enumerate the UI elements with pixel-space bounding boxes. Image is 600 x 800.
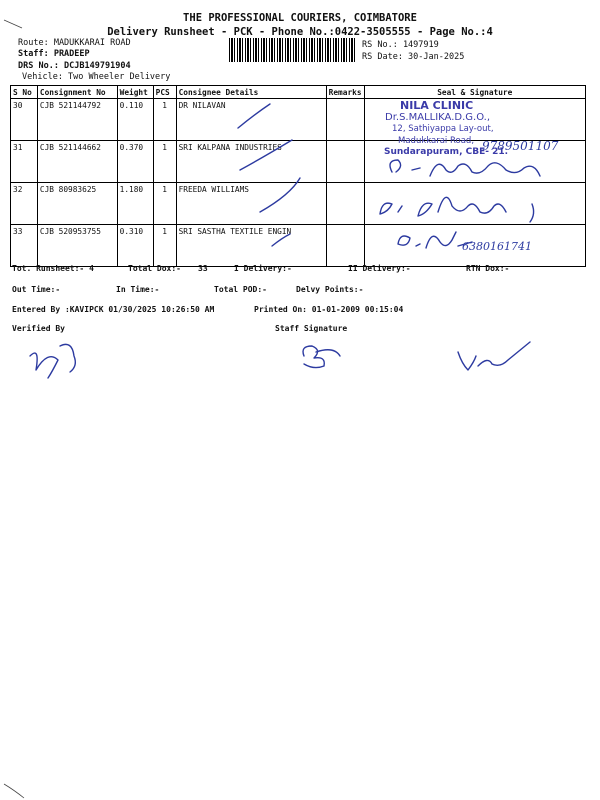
signature-row-33	[398, 232, 472, 248]
cell-consignee: DR NILAVAN	[176, 99, 326, 141]
total-runsheet: Tot. Runsheet:- 4	[12, 264, 94, 273]
cell-consignee: FREEDA WILLIAMS	[176, 183, 326, 225]
tick-row-32	[260, 178, 300, 212]
cell-sno: 32	[11, 183, 38, 225]
cell-consignee: SRI KALPANA INDUSTRIES	[176, 141, 326, 183]
corner-mark	[4, 20, 24, 798]
delvy-points: Delvy Points:-	[296, 285, 364, 294]
cell-weight: 0.370	[117, 141, 153, 183]
rs-number: RS No.: 1497919	[362, 40, 439, 50]
cell-consignment: CJB 520953755	[37, 225, 117, 267]
tick-row-30	[238, 104, 270, 128]
i-delivery: I Delivery:-	[234, 264, 292, 273]
col-remarks: Remarks	[326, 86, 364, 99]
staff-label: Staff: PRADEEP	[18, 49, 90, 59]
cell-pcs: 1	[153, 141, 176, 183]
vehicle-label: Vehicle: Two Wheeler Delivery	[22, 72, 171, 82]
verified-by-signature	[30, 344, 75, 378]
in-time: In Time:-	[116, 285, 160, 294]
ii-delivery: II Delivery:-	[348, 264, 411, 273]
entered-by: Entered By :KAVIPCK 01/30/2025 10:26:50 AM	[12, 305, 215, 314]
total-dox-label: Total Dox:-	[128, 264, 181, 273]
printed-on: Printed On: 01-01-2009 00:15:04	[254, 305, 404, 314]
cell-pcs: 1	[153, 225, 176, 267]
stamp-address-2: Madukkarai Road,	[398, 136, 475, 146]
extra-signature-mark	[458, 342, 530, 370]
route-label: Route: MADUKKARAI ROAD	[18, 38, 131, 48]
cell-sno: 31	[11, 141, 38, 183]
company-title: THE PROFESSIONAL COURIERS, COIMBATORE	[183, 12, 417, 24]
cell-pcs: 1	[153, 99, 176, 141]
stamp-doctor: Dr.S.MALLIKA.D.G.O.,	[385, 112, 491, 123]
rs-date: RS Date: 30-Jan-2025	[362, 52, 465, 62]
stamp-address-1: 12, Sathiyappa Lay-out,	[392, 124, 494, 134]
cell-consignee: SRI SASTHA TEXTILE ENGIN	[176, 225, 326, 267]
col-consignee: Consignee Details	[176, 86, 326, 99]
total-pod: Total POD:-	[214, 285, 267, 294]
cell-pcs: 1	[153, 183, 176, 225]
cell-weight: 0.310	[117, 225, 153, 267]
cell-weight: 1.180	[117, 183, 153, 225]
stamp-clinic-name: NILA CLINIC	[400, 99, 474, 112]
signature-row-32	[380, 197, 534, 222]
col-pcs: PCS	[153, 86, 176, 99]
tick-row-31	[240, 140, 292, 170]
col-consignment: Consignment No	[37, 86, 117, 99]
staff-signature-label: Staff Signature	[275, 324, 348, 333]
col-weight: Weight	[117, 86, 153, 99]
signature-row-31	[390, 160, 540, 176]
cell-consignment: CJB 521144792	[37, 99, 117, 141]
runsheet-subtitle: Delivery Runsheet - PCK - Phone No.:0422-3505555 - Page No.:4	[107, 26, 493, 38]
handwritten-phone-2: 6380161741	[462, 240, 532, 253]
cell-sno: 33	[11, 225, 38, 267]
out-time: Out Time:-	[12, 285, 61, 294]
cell-consignment: CJB 521144662	[37, 141, 117, 183]
verified-by-label: Verified By	[12, 324, 65, 333]
rtn-dox: RTN Dox:-	[466, 264, 510, 273]
col-seal-signature: Seal & Signature	[364, 86, 585, 99]
stamp-address-3: Sundarapuram, CBE- 21.	[384, 147, 509, 157]
total-dox-value: 33	[198, 264, 208, 273]
handwritten-phone-1: 9789501107	[482, 139, 559, 153]
cell-consignment: CJB 80983625	[37, 183, 117, 225]
tick-row-33	[272, 234, 290, 246]
drs-number: DRS No.: DCJB149791904	[18, 61, 131, 71]
cell-weight: 0.110	[117, 99, 153, 141]
staff-signature-mark	[303, 346, 340, 368]
cell-sno: 30	[11, 99, 38, 141]
col-sno: S No	[11, 86, 38, 99]
